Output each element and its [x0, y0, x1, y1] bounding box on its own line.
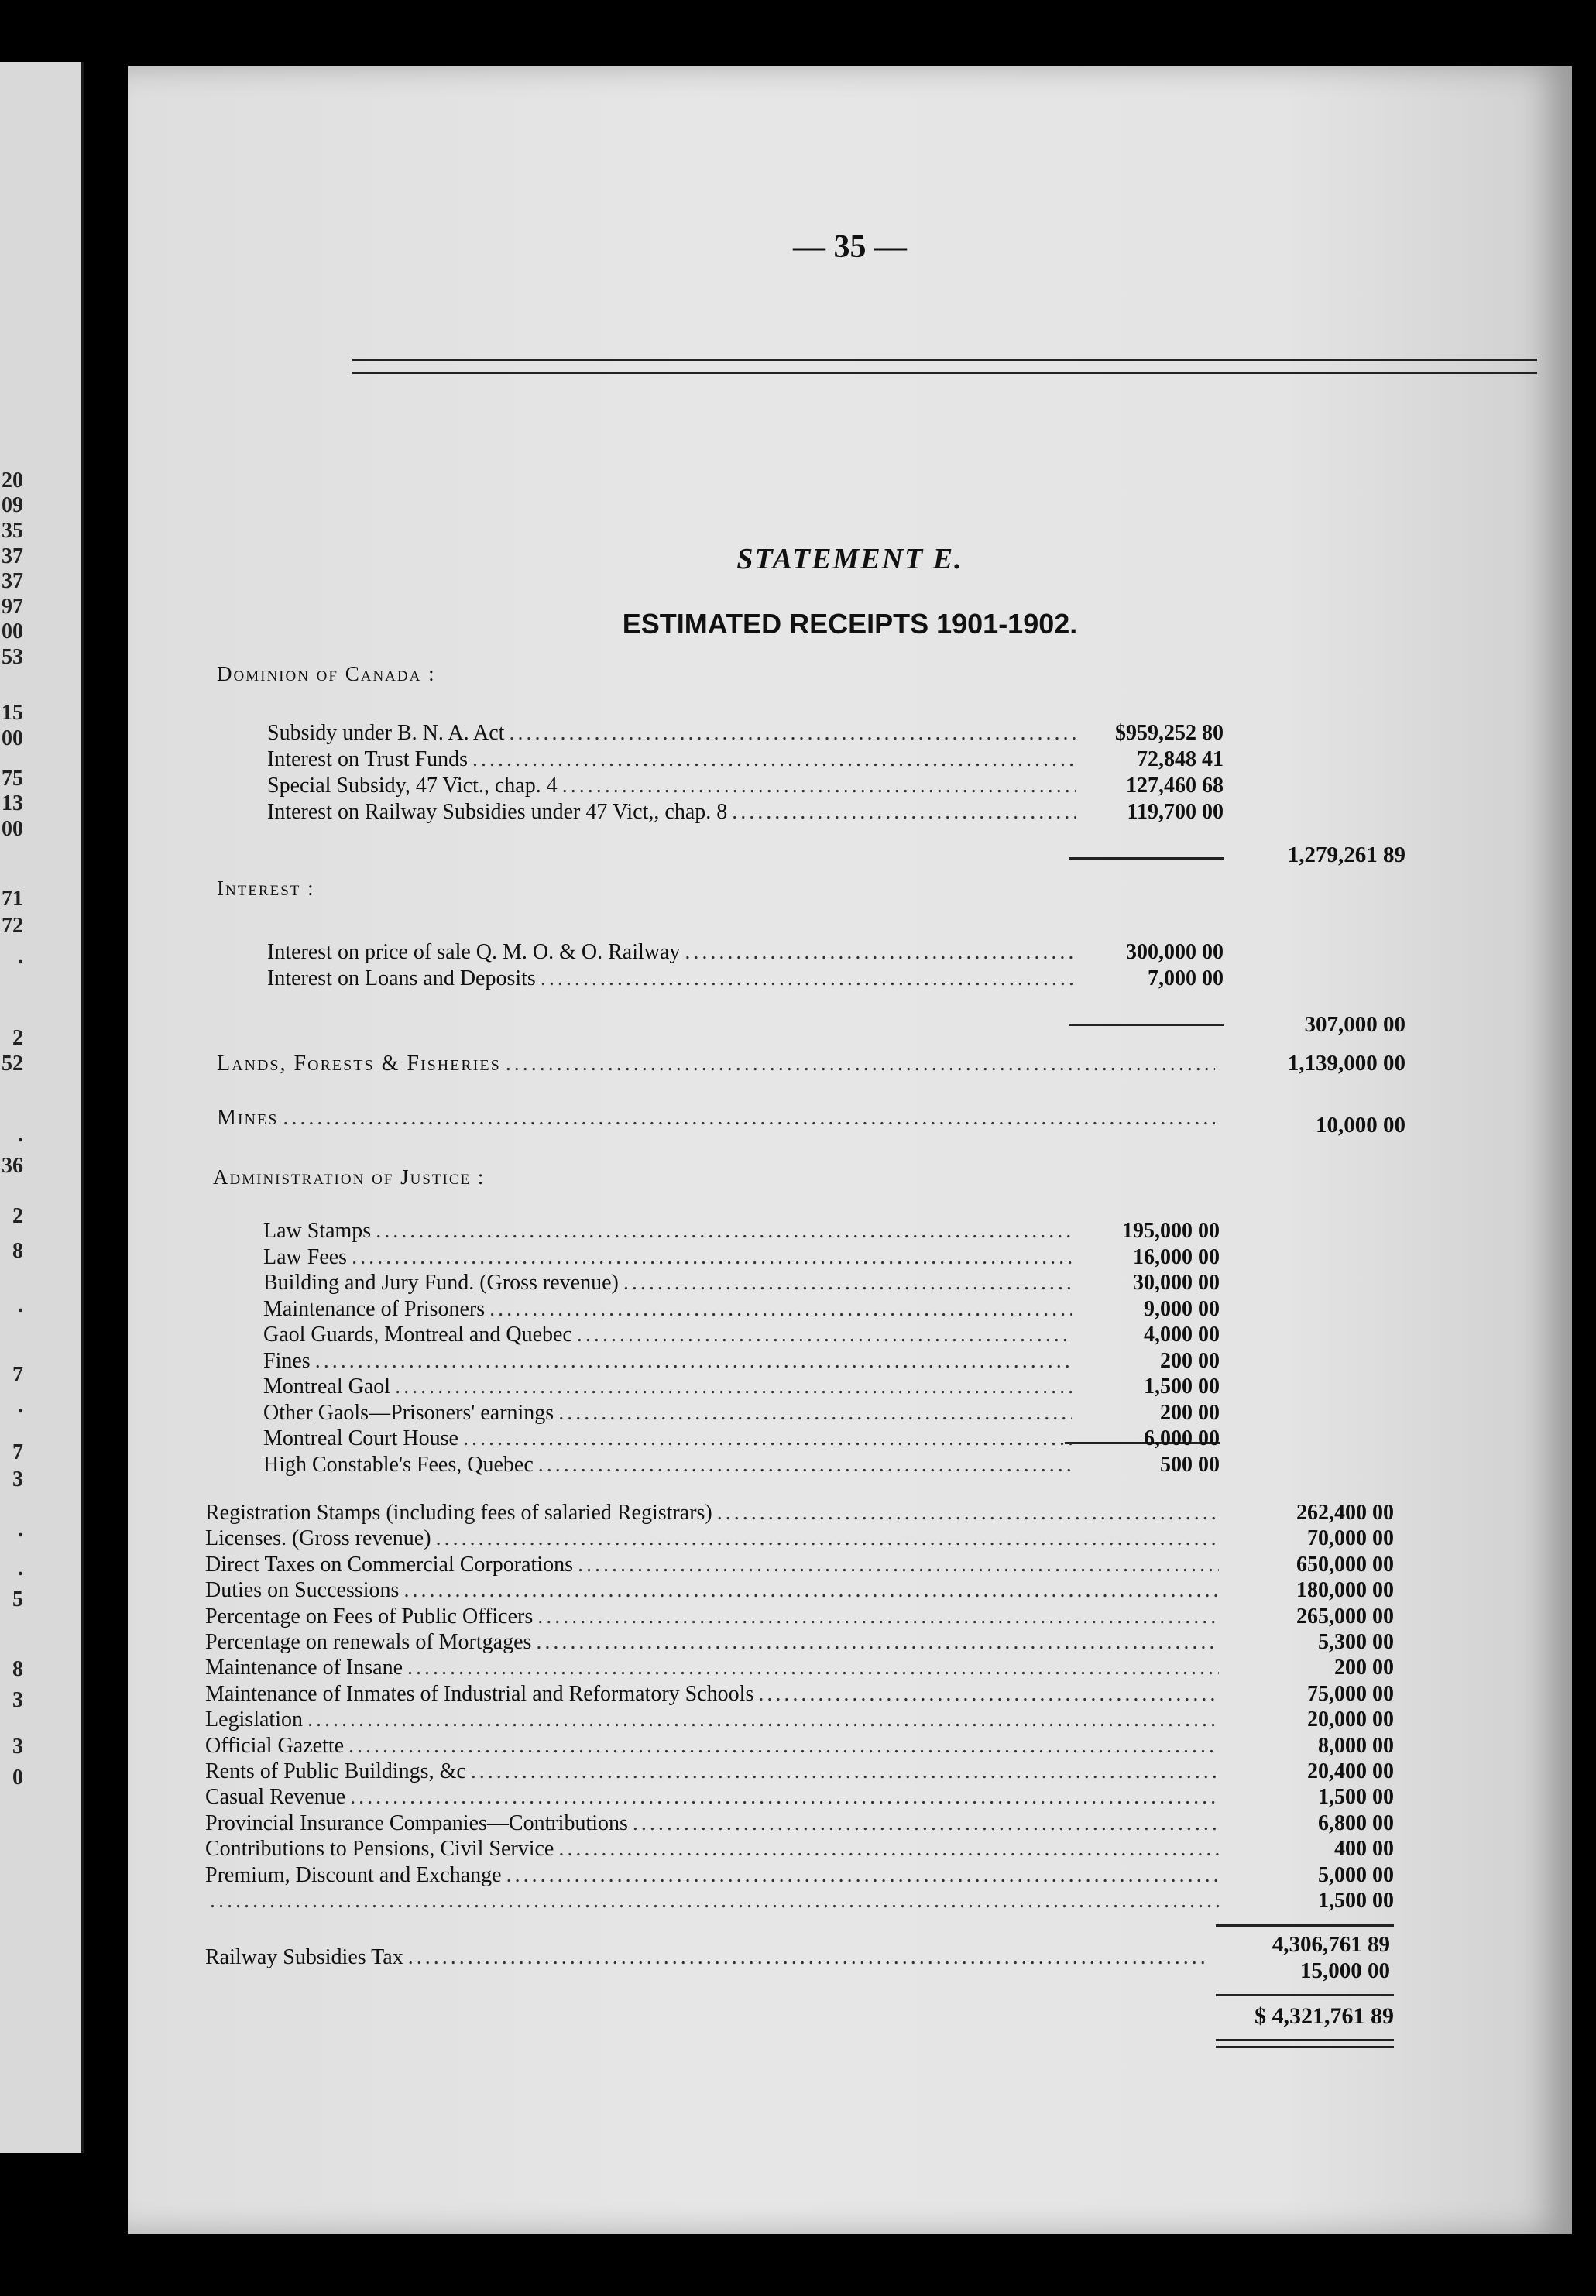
previous-page-edge	[0, 62, 84, 2153]
item-label: Official Gazette	[205, 1733, 345, 1758]
document-page	[128, 66, 1572, 2234]
justice-item-row	[263, 1452, 1220, 1478]
item-amount: 30,000 00	[1133, 1271, 1220, 1295]
item-amount: 6,000 00	[1144, 1426, 1220, 1450]
justice-item-row	[263, 1244, 1220, 1271]
subtotal-rule	[1069, 1024, 1224, 1026]
margin-fragment: 8	[12, 1657, 23, 1681]
item-amount: 70,000 00	[1307, 1526, 1394, 1551]
leader-dots	[283, 1105, 1215, 1131]
margin-fragment: 52	[2, 1052, 23, 1076]
section-total-interest: 307,000 00	[1304, 1012, 1406, 1037]
leader-dots	[395, 1374, 1072, 1400]
section-heading-justice: Administration of Justice :	[213, 1165, 486, 1189]
receipt-item-row	[205, 1655, 1394, 1681]
leader-dots	[562, 773, 1076, 799]
leader-dots	[537, 1604, 1219, 1630]
leader-dots	[541, 966, 1076, 992]
item-label: Subsidy under B. N. A. Act	[267, 721, 505, 745]
header-rule	[352, 359, 1537, 374]
justice-item-row	[263, 1374, 1220, 1400]
margin-fragment: 15	[2, 701, 23, 725]
leader-dots	[210, 1888, 1219, 1914]
leader-dots	[376, 1218, 1072, 1244]
margin-fragment: .	[18, 1123, 23, 1147]
dominion-item-row	[267, 773, 1224, 799]
item-label: Legislation	[205, 1707, 303, 1732]
item-label: Percentage on renewals of Mortgages	[205, 1630, 532, 1654]
item-amount: 8,000 00	[1318, 1733, 1394, 1758]
margin-fragment: 00	[2, 726, 23, 750]
margin-fragment: .	[18, 1518, 23, 1542]
subtotal-value: 4,306,761 89	[1272, 1932, 1390, 1957]
margin-fragment: 0	[12, 1766, 23, 1790]
item-amount: 5,300 00	[1318, 1630, 1394, 1654]
leader-dots	[307, 1707, 1219, 1733]
leader-dots	[352, 1244, 1072, 1271]
railway-label: Railway Subsidies Tax	[205, 1945, 403, 1969]
mines-label: Mines	[217, 1106, 279, 1130]
receipt-item-row	[205, 1862, 1394, 1889]
item-label: High Constable's Fees, Quebec	[263, 1452, 534, 1477]
justice-item-row	[263, 1426, 1220, 1452]
item-label: Provincial Insurance Companies—Contributions	[205, 1810, 628, 1835]
item-label: Licenses. (Gross revenue)	[205, 1526, 431, 1551]
receipt-item-row	[205, 1810, 1394, 1837]
receipt-item-row	[205, 1500, 1394, 1526]
item-amount: 195,000 00	[1122, 1219, 1220, 1243]
leader-dots	[577, 1322, 1072, 1348]
item-amount: 200 00	[1160, 1348, 1220, 1373]
margin-fragment: 3	[12, 1467, 23, 1491]
leader-dots	[633, 1810, 1219, 1837]
item-amount: 9,000 00	[1144, 1296, 1220, 1321]
leader-dots	[472, 746, 1076, 773]
item-label: Special Subsidy, 47 Vict., chap. 4	[267, 774, 558, 798]
item-amount: $959,252 80	[1115, 721, 1224, 745]
margin-fragment: .	[18, 1293, 23, 1317]
receipt-item-row	[205, 1836, 1394, 1862]
margin-fragment: 7	[12, 1363, 23, 1387]
item-label: Interest on Loans and Deposits	[267, 966, 536, 990]
justice-item-row	[263, 1296, 1220, 1323]
mines-row	[217, 1105, 1220, 1131]
item-label: Maintenance of Insane	[205, 1656, 403, 1680]
interest-item-row	[267, 966, 1224, 992]
item-amount: 200 00	[1160, 1400, 1220, 1425]
item-label: Law Fees	[263, 1244, 348, 1269]
item-amount: 1,500 00	[1318, 1785, 1394, 1810]
item-label: Interest on Trust Funds	[267, 747, 469, 771]
item-label: Direct Taxes on Commercial Corporations	[205, 1552, 573, 1577]
item-amount: 262,400 00	[1296, 1501, 1394, 1525]
leader-dots	[538, 1452, 1072, 1478]
item-amount: 180,000 00	[1296, 1578, 1394, 1603]
railway-amount: 15,000 00	[1300, 1958, 1390, 1983]
margin-fragment: 97	[2, 595, 23, 619]
item-amount: 300,000 00	[1126, 940, 1224, 964]
subtotal-rule	[1216, 1994, 1394, 1996]
leader-dots	[407, 1655, 1219, 1681]
item-amount: 1,500 00	[1144, 1375, 1220, 1399]
margin-fragment: 00	[2, 619, 23, 643]
item-label: Fines	[263, 1348, 311, 1373]
receipt-item-row	[205, 1784, 1394, 1810]
justice-item-row	[263, 1322, 1220, 1348]
item-label: Contributions to Pensions, Civil Service	[205, 1837, 554, 1862]
page-number: — 35 —	[793, 229, 907, 265]
leader-dots	[623, 1270, 1072, 1296]
item-amount: 650,000 00	[1296, 1552, 1394, 1577]
margin-fragment: 8	[12, 1239, 23, 1263]
dominion-item-row	[267, 799, 1224, 825]
leader-dots	[558, 1400, 1072, 1426]
dominion-item-row	[267, 746, 1224, 773]
item-label: Interest on price of sale Q. M. O. & O. Railway	[267, 940, 681, 964]
leader-dots	[509, 720, 1076, 746]
receipt-item-row	[205, 1681, 1394, 1707]
leader-dots	[348, 1733, 1219, 1759]
leader-dots	[350, 1784, 1219, 1810]
margin-fragment: .	[18, 1394, 23, 1418]
margin-fragment: 09	[2, 493, 23, 517]
item-amount: 400 00	[1334, 1837, 1394, 1862]
justice-item-row	[263, 1400, 1220, 1426]
leader-dots	[578, 1552, 1219, 1578]
item-label: Duties on Successions	[205, 1578, 400, 1603]
item-label: Montreal Court House	[263, 1426, 458, 1450]
dominion-item-row	[267, 720, 1224, 746]
subtotal-rule	[1216, 1924, 1394, 1927]
justice-item-row	[263, 1218, 1220, 1244]
item-label: Percentage on Fees of Public Officers	[205, 1604, 534, 1628]
section-total-lands: 1,139,000 00	[1287, 1051, 1406, 1076]
margin-fragment: 37	[2, 569, 23, 593]
margin-fragment: 35	[2, 519, 23, 543]
margin-fragment: 3	[12, 1735, 23, 1759]
item-amount: 265,000 00	[1296, 1604, 1394, 1628]
receipt-item-row	[205, 1629, 1394, 1656]
lands-row	[217, 1051, 1220, 1077]
item-label: Registration Stamps (including fees of salaried Registrars)	[205, 1501, 712, 1525]
statement-title: STATEMENT E.	[736, 543, 963, 575]
item-amount: 20,000 00	[1307, 1707, 1394, 1732]
margin-fragment: 53	[2, 645, 23, 669]
item-amount: 75,000 00	[1307, 1681, 1394, 1706]
lands-label: Lands, Forests & Fisheries	[217, 1052, 501, 1076]
receipt-item-row	[205, 1526, 1394, 1552]
leader-dots	[758, 1681, 1219, 1707]
leader-dots	[685, 939, 1076, 966]
section-total-dominion: 1,279,261 89	[1287, 843, 1406, 867]
item-amount: 1,500 00	[1318, 1889, 1394, 1913]
justice-item-row	[263, 1348, 1220, 1375]
section-heading-interest: Interest :	[217, 877, 315, 900]
item-amount: 500 00	[1160, 1452, 1220, 1477]
section-heading-dominion: Dominion of Canada :	[217, 662, 436, 685]
item-amount: 72,848 41	[1137, 747, 1224, 771]
subtotal-rule	[1069, 857, 1224, 860]
receipt-item-row	[205, 1759, 1394, 1785]
margin-fragment: 37	[2, 544, 23, 568]
margin-fragment: .	[18, 1556, 23, 1580]
leader-dots	[558, 1836, 1219, 1862]
receipt-item-row	[205, 1888, 1394, 1914]
item-amount: 6,800 00	[1318, 1810, 1394, 1835]
receipt-item-row	[205, 1604, 1394, 1630]
margin-fragment: 7	[12, 1440, 23, 1464]
receipt-item-row	[205, 1707, 1394, 1733]
margin-fragment: 75	[2, 767, 23, 791]
margin-fragment: 2	[12, 1026, 23, 1050]
leader-dots	[717, 1500, 1219, 1526]
receipt-item-row	[205, 1733, 1394, 1759]
margin-fragment: 20	[2, 468, 23, 492]
margin-fragment: 71	[2, 887, 23, 911]
item-label: Rents of Public Buildings, &c	[205, 1759, 466, 1783]
railway-row	[205, 1944, 1212, 1971]
leader-dots	[436, 1526, 1219, 1552]
item-label: Maintenance of Prisoners	[263, 1296, 486, 1321]
justice-item-row	[263, 1270, 1220, 1296]
leader-dots	[315, 1348, 1072, 1375]
item-label: Interest on Railway Subsidies under 47 Vict,, chap. 8	[267, 800, 728, 824]
receipt-item-row	[205, 1577, 1394, 1604]
margin-fragment: 36	[2, 1154, 23, 1178]
leader-dots	[471, 1759, 1219, 1785]
item-label: Casual Revenue	[205, 1785, 346, 1810]
margin-fragment: .	[18, 945, 23, 969]
item-label: Montreal Gaol	[263, 1375, 391, 1399]
margin-fragment: 00	[2, 817, 23, 841]
leader-dots	[463, 1426, 1072, 1452]
item-label: Maintenance of Inmates of Industrial and Reformatory Schools	[205, 1681, 754, 1706]
leader-dots	[408, 1944, 1207, 1971]
statement-subtitle: ESTIMATED RECEIPTS 1901-1902.	[622, 608, 1078, 640]
item-amount: 7,000 00	[1148, 966, 1224, 990]
leader-dots	[536, 1629, 1219, 1656]
item-amount: 16,000 00	[1133, 1244, 1220, 1269]
item-amount: 20,400 00	[1307, 1759, 1394, 1783]
item-label: Other Gaols—Prisoners' earnings	[263, 1400, 554, 1425]
item-amount: 119,700 00	[1127, 800, 1224, 824]
grand-total: $ 4,321,761 89	[1254, 2003, 1394, 2029]
margin-fragment: 2	[12, 1204, 23, 1228]
item-amount: 4,000 00	[1144, 1323, 1220, 1347]
grand-total-underline	[1216, 2039, 1394, 2048]
section-total-mines: 10,000 00	[1316, 1113, 1406, 1138]
leader-dots	[506, 1051, 1215, 1077]
leader-dots	[489, 1296, 1072, 1323]
item-amount: 200 00	[1334, 1656, 1394, 1680]
item-label: Premium, Discount and Exchange	[205, 1862, 502, 1887]
item-label: Gaol Guards, Montreal and Quebec	[263, 1323, 572, 1347]
leader-dots	[506, 1862, 1219, 1889]
item-label: Law Stamps	[263, 1219, 372, 1243]
receipt-item-row	[205, 1552, 1394, 1578]
leader-dots	[403, 1577, 1219, 1604]
margin-fragment: 72	[2, 914, 23, 938]
interest-item-row	[267, 939, 1224, 966]
item-amount: 5,000 00	[1318, 1862, 1394, 1887]
margin-fragment: 5	[12, 1587, 23, 1611]
leader-dots	[732, 799, 1076, 825]
margin-fragment: 3	[12, 1688, 23, 1712]
item-label: Building and Jury Fund. (Gross revenue)	[263, 1271, 619, 1295]
item-amount: 127,460 68	[1126, 774, 1224, 798]
margin-fragment: 13	[2, 791, 23, 815]
